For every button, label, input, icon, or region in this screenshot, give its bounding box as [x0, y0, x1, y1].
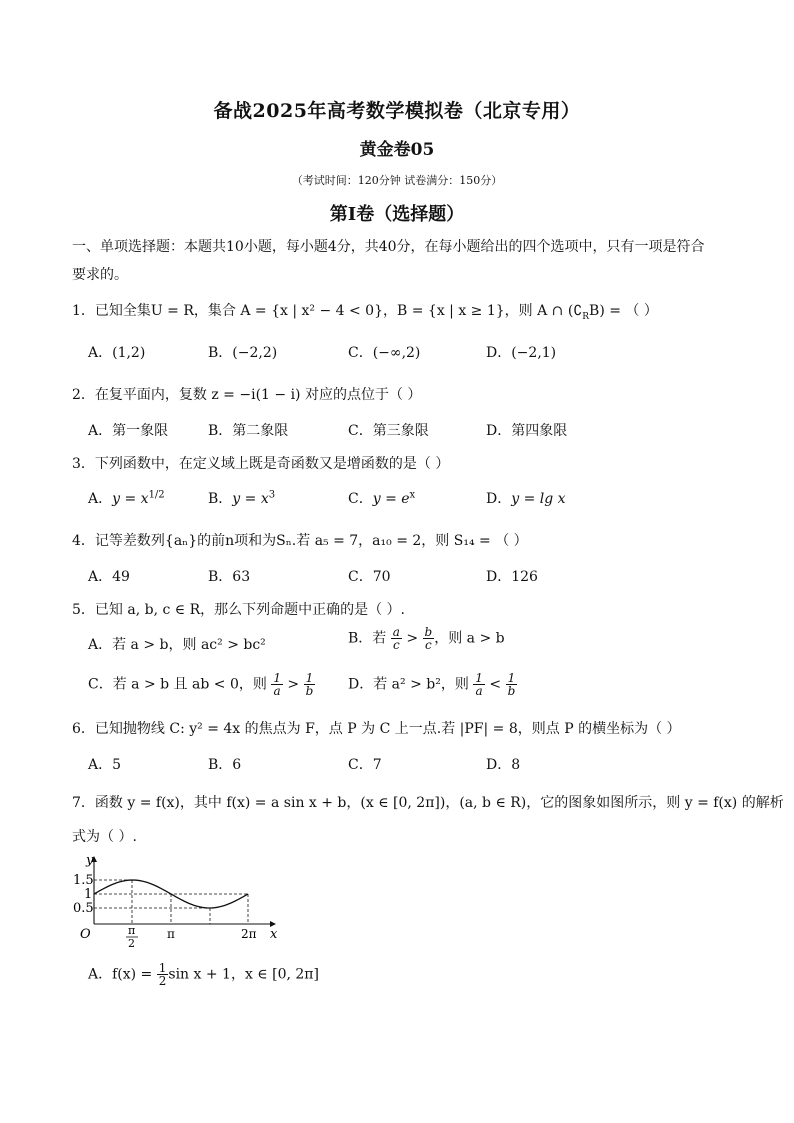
exam-info: （考试时间：120分钟 试卷满分：150分） — [291, 174, 503, 187]
x-tick-pi: π — [167, 927, 175, 941]
x-tick-pi-half — [126, 924, 138, 948]
page-title: 备战2025年高考数学模拟卷（北京专用） — [213, 100, 581, 122]
function-graph-figure — [66, 852, 286, 948]
q1-option-d[interactable]: D．(−2,1) — [486, 345, 557, 361]
q4-option-d[interactable]: D．126 — [486, 569, 538, 585]
q4-option-a[interactable]: A．49 — [88, 569, 130, 585]
svg-text:π: π — [128, 924, 136, 937]
y-tick-0-5: 0.5 — [73, 901, 94, 916]
q4-option-c[interactable]: C．70 — [348, 569, 391, 585]
q3-option-d-math: y = lg x — [511, 491, 566, 507]
question-1: 1．已知全集U = R，集合 A = {x | x² − 4 < 0}，B = {x | x ≥ 1}，则 A ∩ $(∁_RB)$ = （ ） — [72, 303, 658, 322]
q3-option-a-letter: A． — [88, 491, 113, 507]
origin-label: O — [80, 927, 91, 942]
q3-option-a[interactable] — [88, 488, 165, 508]
q3-option-b-math: y = x — [232, 491, 269, 507]
q3-option-b[interactable] — [208, 488, 275, 508]
q3-option-b-exp: 3 — [268, 489, 276, 501]
instructions-line2: 要求的。 — [72, 267, 128, 283]
q1-option-c[interactable]: C．(−∞,2) — [348, 345, 421, 361]
question-3: 3．下列函数中，在定义域上既是奇函数又是增函数的是（ ） — [72, 456, 450, 472]
q5-option-a[interactable]: A．若 a > b，则 ac² > bc² — [88, 637, 266, 653]
q5-option-c-frac-left: $\frac{1}{a}$ — [273, 671, 281, 698]
q5-option-b-letter: B．若 — [348, 630, 387, 647]
q2-option-d[interactable]: D．第四象限 — [486, 423, 568, 439]
q6-option-b[interactable]: B．6 — [208, 757, 242, 773]
q1-sets: U = R，集合 A = {x | x² − 4 < 0}，B = {x | x ≥ 1}，则 A ∩ (∁ — [150, 303, 583, 319]
q3-option-d-letter: D． — [486, 491, 512, 507]
q5-option-d-frac-left: $\frac{1}{a}$ — [475, 671, 483, 698]
q5-option-d-text: D．若 a² > b²，则 — [348, 676, 469, 693]
question-7-line2: 式为（ ）. — [72, 829, 137, 845]
q5-option-d[interactable]: D．若 a² > b²，则 $\frac{1}{a}$ < $\frac{1}{b}$ — [348, 671, 516, 698]
q3-option-c-exp: x — [409, 489, 416, 501]
q7-option-a-frac: $\frac{1}{2}$ — [158, 961, 167, 988]
q1-tail: B) = （ ） — [589, 303, 658, 319]
q1-option-a[interactable]: A．(1,2) — [88, 345, 146, 361]
y-tick-1-5: 1.5 — [73, 873, 94, 888]
q7-option-a-suffix: sin x + 1，x ∈ [0, 2π] — [168, 966, 319, 983]
q7-option-a[interactable] — [88, 962, 319, 987]
q2-option-a[interactable]: A．第一象限 — [88, 423, 169, 439]
q6-option-a[interactable]: A．5 — [88, 757, 122, 773]
question-2: 2．在复平面内，复数 z = −i(1 − i) 对应的点位于（ ） — [72, 387, 422, 403]
q5-option-b-tail: ，则 a > b — [434, 630, 505, 647]
q6-option-d[interactable]: D．8 — [486, 757, 521, 773]
y-axis-label: y — [86, 853, 94, 868]
q1-prefix: 1．已知全集 — [72, 303, 151, 319]
q3-option-b-letter: B． — [208, 491, 233, 507]
q5-option-b[interactable]: B．若 $\frac{a}{c}$ > $\frac{b}{c}$ ，则 a > b — [348, 625, 505, 652]
q2-option-b[interactable]: B．第二象限 — [208, 423, 289, 439]
q5-option-b-frac-right: $\frac{b}{c}$ — [424, 625, 433, 652]
q6-option-c[interactable]: C．7 — [348, 757, 382, 773]
question-6: 6．已知抛物线 C: y² = 4x 的焦点为 F，点 P 为 C 上一点.若 |PF| = 8，则点 P 的横坐标为（ ） — [72, 721, 681, 737]
q3-option-a-math: y = x — [112, 491, 149, 507]
y-tick-1: 1 — [84, 887, 93, 902]
paper-subtitle: 黄金卷05 — [359, 140, 435, 160]
question-4: 4．记等差数列{aₙ}的前n项和为Sₙ.若 a₅ = 7，a₁₀ = 2，则 S₁₄ = （ ） — [72, 533, 528, 549]
q3-option-d[interactable] — [486, 488, 566, 508]
q3-option-c[interactable] — [348, 488, 415, 508]
q2-option-c[interactable]: C．第三象限 — [348, 423, 429, 439]
q5-option-c-frac-right: $\frac{1}{b}$ — [305, 671, 314, 698]
instructions-line1: 一、单项选择题：本题共10小题，每小题4分，共40分，在每小题给出的四个选项中，只有一项是符合 — [72, 239, 705, 255]
x-axis-label: x — [270, 927, 278, 942]
x-tick-two-pi: 2π — [241, 927, 257, 941]
q3-option-c-math: y = e — [372, 491, 410, 507]
q7-option-a-prefix: A．f(x) = — [88, 966, 153, 983]
question-7-line1: 7．函数 y = f(x)，其中 f(x) = a sin x + b，(x ∈ [0, 2π])，(a, b ∈ R)，它的图象如图所示，则 y = f(x) 的解析 — [72, 795, 784, 811]
question-5: 5．已知 a, b, c ∈ R，那么下列命题中正确的是（ ）. — [72, 602, 406, 618]
q5-option-b-frac-left: $\frac{a}{c}$ — [392, 625, 400, 652]
q5-option-d-frac-right: $\frac{1}{b}$ — [507, 671, 516, 698]
q4-option-b[interactable]: B．63 — [208, 569, 251, 585]
q5-option-c-text: C．若 a > b 且 ab < 0，则 — [88, 676, 267, 693]
svg-text:2: 2 — [128, 937, 135, 948]
q3-option-c-letter: C． — [348, 491, 373, 507]
q3-option-a-exp: 1/2 — [148, 489, 165, 501]
q5-option-c[interactable]: C．若 a > b 且 ab < 0，则 $\frac{1}{a}$ > $\frac{1}{b}$ — [88, 671, 314, 698]
q1-option-b[interactable]: B．(−2,2) — [208, 345, 278, 361]
section-title: 第I卷（选择题） — [329, 204, 465, 225]
